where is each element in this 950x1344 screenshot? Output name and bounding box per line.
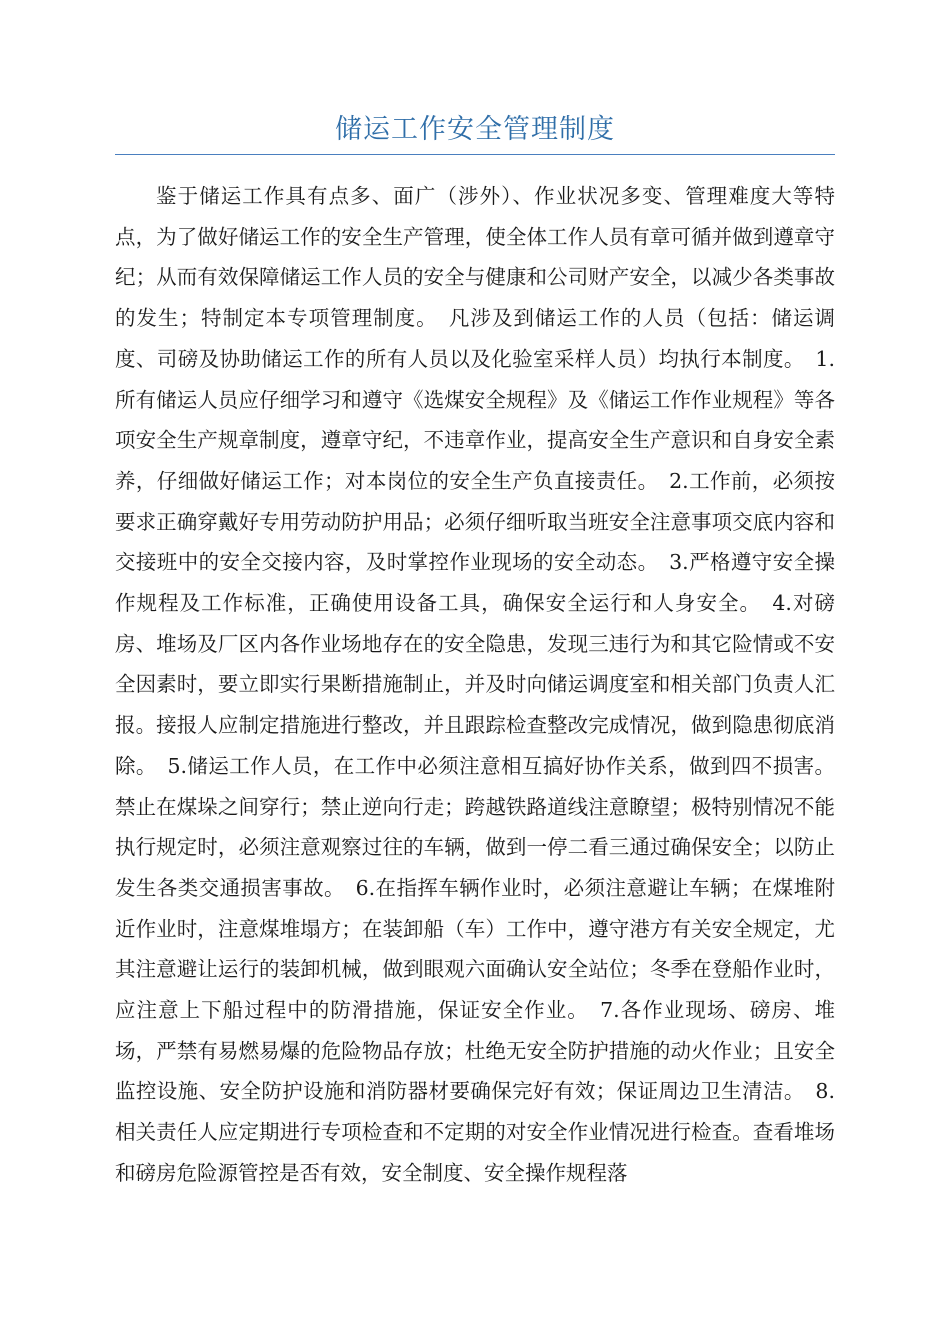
page-title: 储运工作安全管理制度 (335, 114, 615, 145)
body-paragraph: 鉴于储运工作具有点多、面广（涉外）、作业状况多变、管理难度大等特点，为了做好储运工作的安全生产管理，使全体工作人员有章可循并做到遵章守纪；从而有效保障储运工作人员的安全与健康和公司财产安全，以减少各类事故的发生；特制定本专项管理制度。 凡涉及到储运工作的人员（包括：储运调度、司磅及协助储运工作的所有人员以及化验室采样人员）均执行本制度。 1.所有储运人员应仔细学习和遵守《选煤安全规程》及《储运工作作业规程》等各项安全生产规章制度，遵章守纪，不违章作业，提高安全生产意识和自身安全素养，仔细做好储运工作；对本岗位的安全生产负直接责任。 2.工作前，必须按要求正确穿戴好专用劳动防护用品；必须仔细听取当班安全注意事项交底内容和交接班中的安全交接内容，及时掌控作业现场的安全动态。 3.严格遵守安全操作规程及工作标准，正确使用设备工具，确保安全运行和人身安全。 4.对磅房、堆场及厂区内各作业场地存在的安全隐患，发现三违行为和其它险情或不安全因素时，要立即实行果断措施制止，并及时向储运调度室和相关部门负责人汇报。接报人应制定措施进行整改，并且跟踪检查整改完成情况，做到隐患彻底消除。 5.储运工作人员，在工作中必须注意相互搞好协作关系，做到四不损害。禁止在煤垛之间穿行；禁止逆向行走；跨越铁路道线注意瞭望；极特别情况不能执行规定时，必须注意观察过往的车辆，做到一停二看三通过确保安全；以防止发生各类交通损害事故。 6.在指挥车辆作业时，必须注意避让车辆；在煤堆附近作业时，注意煤堆塌方；在装卸船（车）工作中，遵守港方有关安全规定，尤其注意避让运行的装卸机械，做到眼观六面确认安全站位；冬季在登船作业时，应注意上下船过程中的防滑措施，保证安全作业。 7.各作业现场、磅房、堆场，严禁有易燃易爆的危险物品存放；杜绝无安全防护措施的动火作业；且安全监控设施、安全防护设施和消防器材要确保完好有效；保证周边卫生清洁。 8.相关责任人应定期进行专项检查和不定期的对安全作业情况进行检查。查看堆场和磅房危险源管控是否有效，安全制度、安全操作规程落 (115, 184, 835, 1185)
title-underline (115, 154, 835, 155)
